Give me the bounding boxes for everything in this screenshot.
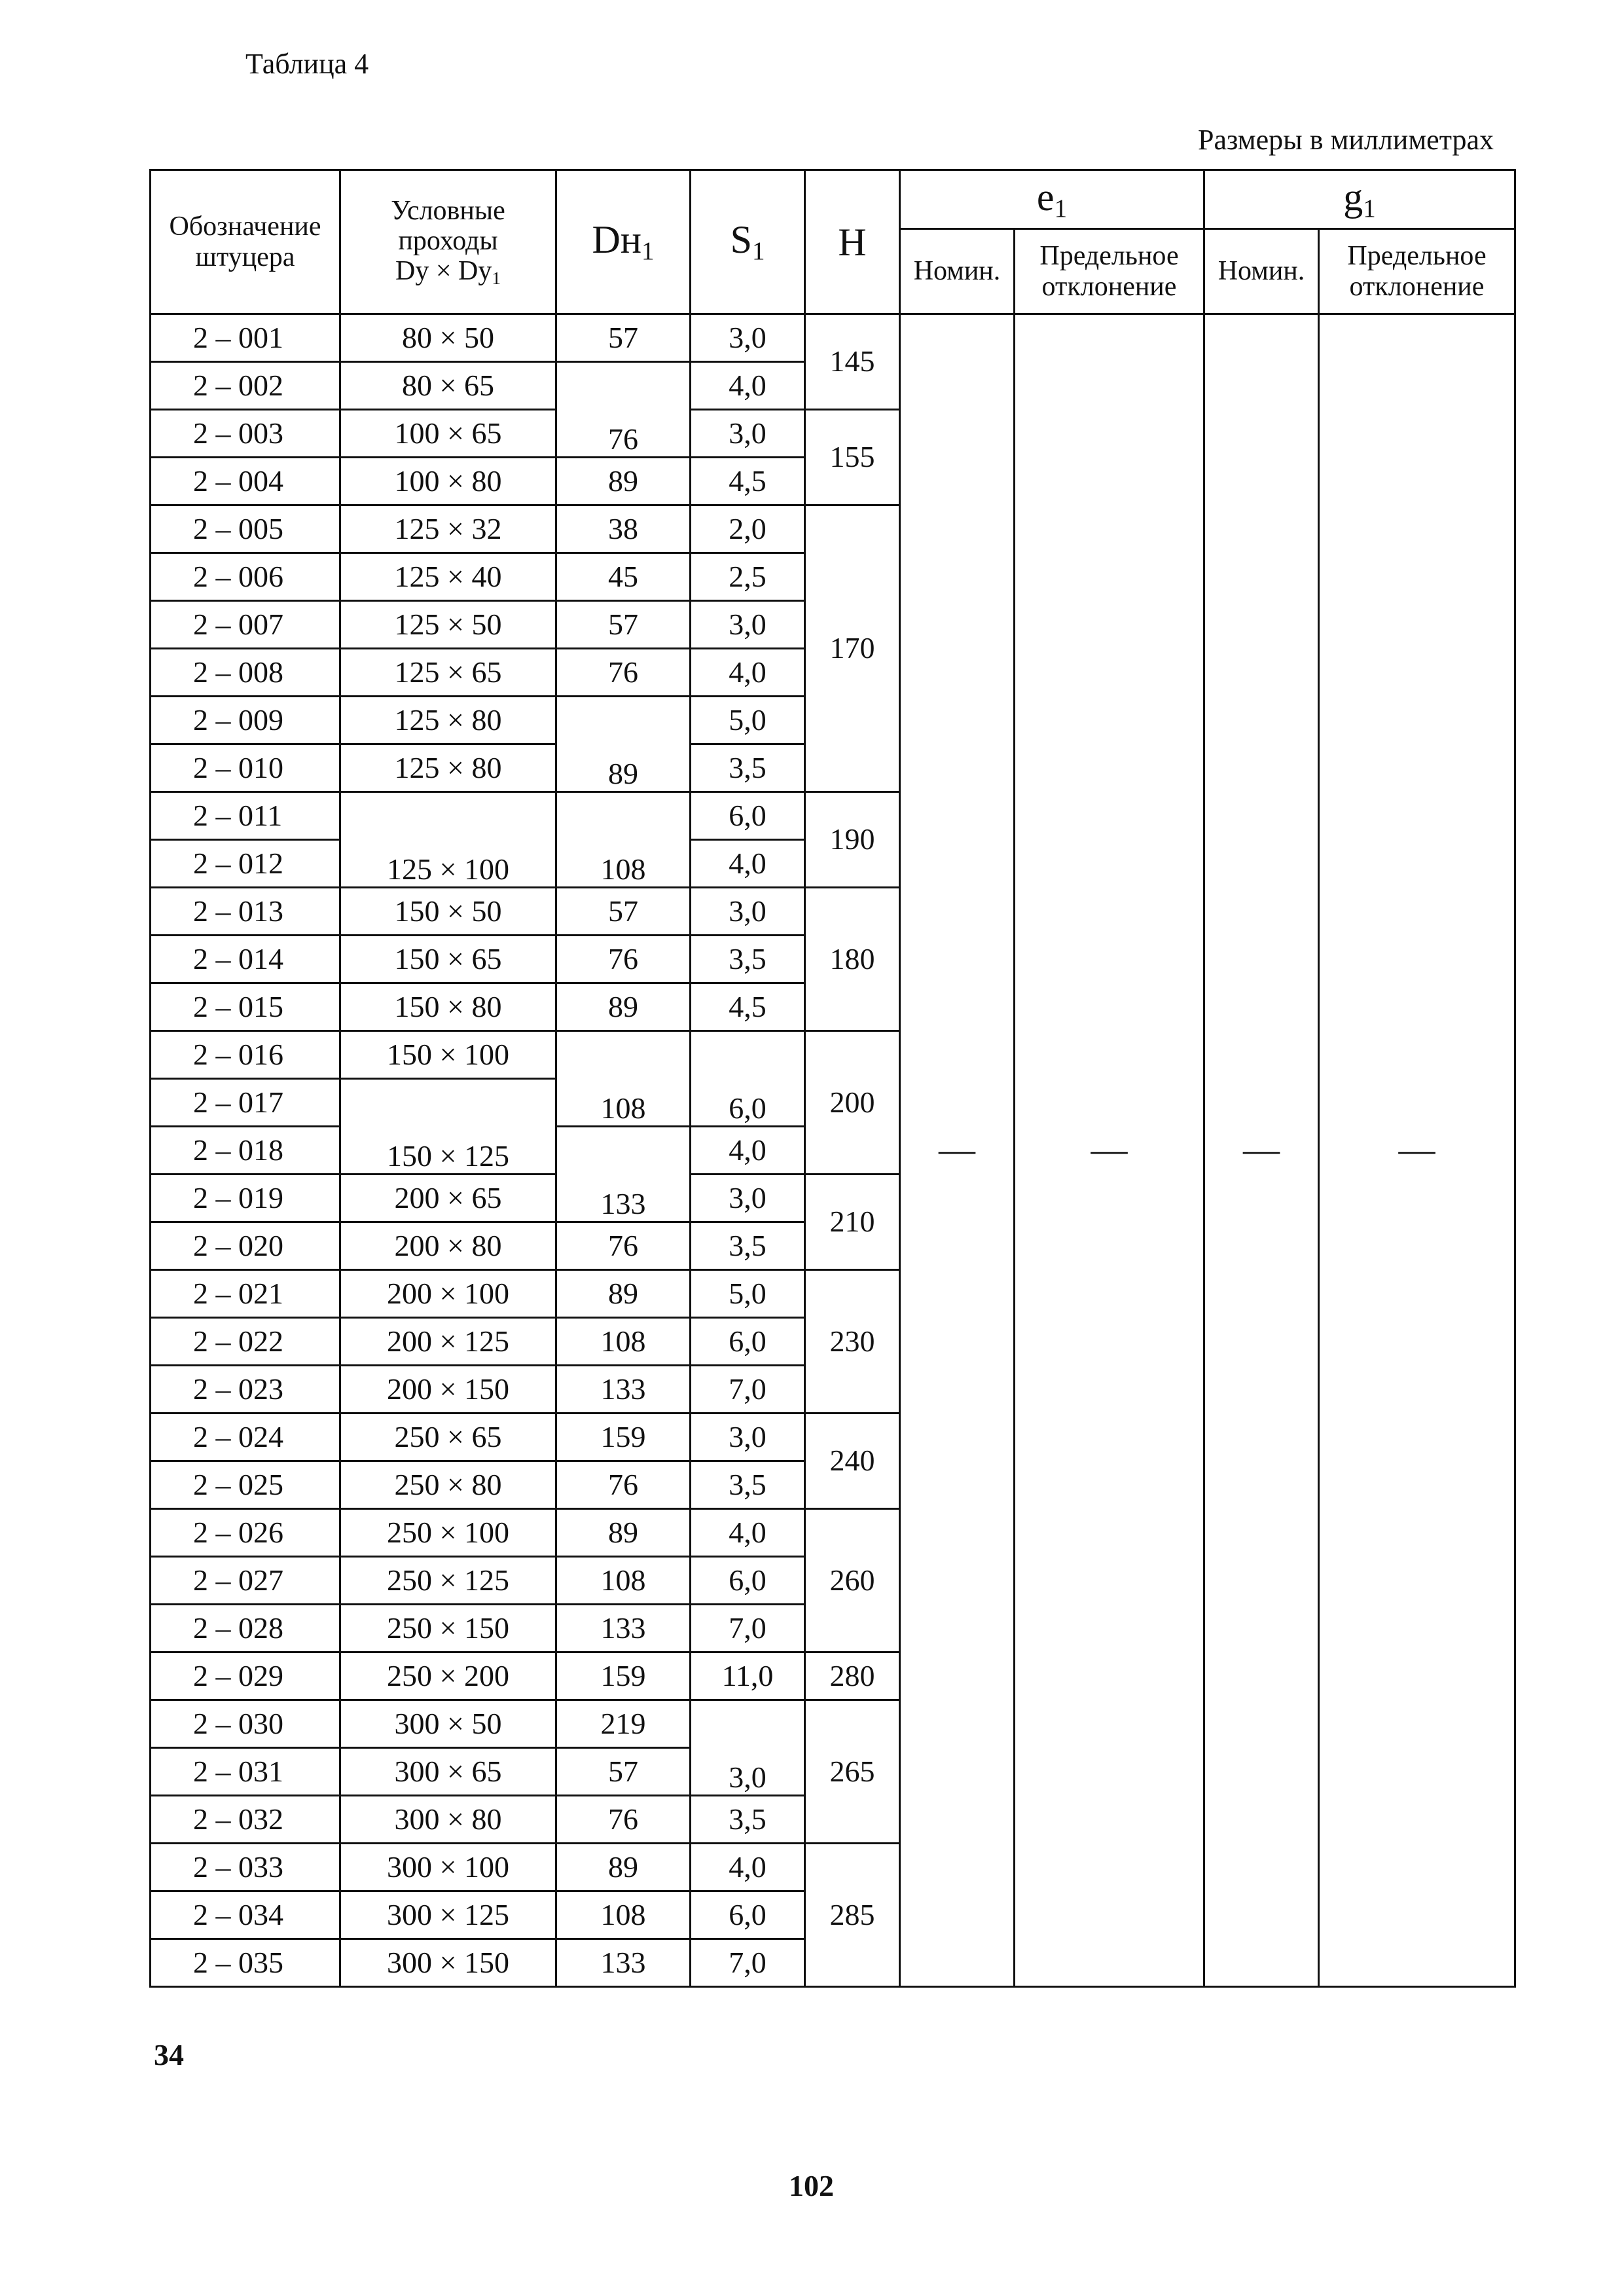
fitting-code: 2 – 014 (151, 936, 340, 983)
fitting-code: 2 – 017 (151, 1079, 340, 1127)
nominal-passages: 250 × 125 (340, 1557, 556, 1605)
wall-thickness: 3,5 (691, 1222, 805, 1270)
outer-diameter: 57 (556, 314, 691, 362)
wall-thickness: 3,0 (691, 1413, 805, 1461)
nominal-passages: 150 × 80 (340, 983, 556, 1031)
nominal-passages: 125 × 80 (340, 744, 556, 792)
fitting-code: 2 – 011 (151, 792, 340, 840)
fitting-code: 2 – 019 (151, 1175, 340, 1222)
wall-thickness: 3,5 (691, 744, 805, 792)
fitting-code: 2 – 002 (151, 362, 340, 410)
wall-thickness: 6,0 (691, 1031, 805, 1127)
fitting-code: 2 – 008 (151, 649, 340, 697)
fitting-code: 2 – 023 (151, 1366, 340, 1413)
outer-diameter: 108 (556, 1031, 691, 1127)
nominal-passages: 150 × 50 (340, 888, 556, 936)
outer-diameter: 76 (556, 1222, 691, 1270)
wall-thickness: 2,0 (691, 505, 805, 553)
outer-diameter: 133 (556, 1127, 691, 1222)
nominal-passages: 125 × 80 (340, 697, 556, 744)
outer-diameter: 76 (556, 1461, 691, 1509)
wall-thickness: 4,0 (691, 1509, 805, 1557)
header-designation: Обозначение штуцера (151, 170, 340, 314)
wall-thickness: 3,5 (691, 1461, 805, 1509)
header-e-deviation: Предельное отклонение (1015, 229, 1204, 314)
fitting-code: 2 – 001 (151, 314, 340, 362)
nominal-passages: 150 × 65 (340, 936, 556, 983)
height: 285 (805, 1844, 900, 1987)
nominal-passages: 300 × 65 (340, 1748, 556, 1796)
height: 260 (805, 1509, 900, 1652)
outer-diameter: 108 (556, 792, 691, 888)
outer-diameter: 108 (556, 1891, 691, 1939)
outer-diameter: 159 (556, 1413, 691, 1461)
fitting-code: 2 – 022 (151, 1318, 340, 1366)
nominal-passages: 150 × 100 (340, 1031, 556, 1079)
outer-diameter: 133 (556, 1605, 691, 1652)
wall-thickness: 6,0 (691, 1557, 805, 1605)
page-number: 102 (789, 2169, 834, 2202)
outer-diameter: 89 (556, 697, 691, 792)
outer-diameter: 219 (556, 1700, 691, 1748)
wall-thickness: 4,0 (691, 649, 805, 697)
nominal-passages: 125 × 40 (340, 553, 556, 601)
fitting-code: 2 – 010 (151, 744, 340, 792)
wall-thickness: 6,0 (691, 1318, 805, 1366)
fitting-code: 2 – 018 (151, 1127, 340, 1175)
height: 170 (805, 505, 900, 792)
nominal-passages: 250 × 80 (340, 1461, 556, 1509)
wall-thickness: 3,5 (691, 936, 805, 983)
fitting-code: 2 – 003 (151, 410, 340, 458)
nominal-passages: 200 × 80 (340, 1222, 556, 1270)
header-g: $g_1$ (1204, 170, 1515, 229)
fitting-code: 2 – 034 (151, 1891, 340, 1939)
nominal-passages: 100 × 80 (340, 458, 556, 505)
header-s: $S_1$ (691, 170, 805, 314)
outer-diameter: 159 (556, 1652, 691, 1700)
outer-diameter: 108 (556, 1318, 691, 1366)
wall-thickness: 3,0 (691, 601, 805, 649)
height: 210 (805, 1175, 900, 1270)
nominal-passages: 300 × 125 (340, 1891, 556, 1939)
nominal-passages: 200 × 100 (340, 1270, 556, 1318)
fitting-code: 2 – 005 (151, 505, 340, 553)
wall-thickness: 5,0 (691, 1270, 805, 1318)
wall-thickness: 2,5 (691, 553, 805, 601)
fitting-code: 2 – 025 (151, 1461, 340, 1509)
wall-thickness: 3,0 (691, 1700, 805, 1796)
fitting-code: 2 – 028 (151, 1605, 340, 1652)
nominal-passages: 125 × 65 (340, 649, 556, 697)
header-e: $e_1$ (900, 170, 1204, 229)
outer-diameter: 57 (556, 601, 691, 649)
header-dh: $Dн_1$ (556, 170, 691, 314)
fitting-code: 2 – 004 (151, 458, 340, 505)
nominal-passages: 250 × 100 (340, 1509, 556, 1557)
fitting-code: 2 – 021 (151, 1270, 340, 1318)
nominal-passages: 150 × 125 (340, 1079, 556, 1175)
wall-thickness: 6,0 (691, 1891, 805, 1939)
nominal-passages: 300 × 50 (340, 1700, 556, 1748)
header-g-nominal: Номин. (1204, 229, 1319, 314)
wall-thickness: 4,5 (691, 983, 805, 1031)
table-caption: Таблица 4 (245, 48, 369, 80)
outer-diameter: 76 (556, 362, 691, 458)
fitting-code: 2 – 006 (151, 553, 340, 601)
e-nominal-dash: — (900, 314, 1015, 1987)
outer-diameter: 133 (556, 1366, 691, 1413)
height: 180 (805, 888, 900, 1031)
height: 240 (805, 1413, 900, 1509)
height: 230 (805, 1270, 900, 1413)
g-deviation-dash: — (1319, 314, 1515, 1987)
nominal-passages: 300 × 150 (340, 1939, 556, 1987)
fitting-code: 2 – 033 (151, 1844, 340, 1891)
fitting-code: 2 – 020 (151, 1222, 340, 1270)
wall-thickness: 4,0 (691, 1844, 805, 1891)
nominal-passages: 125 × 32 (340, 505, 556, 553)
wall-thickness: 5,0 (691, 697, 805, 744)
units-note: Размеры в миллиметрах (1198, 124, 1494, 156)
fitting-code: 2 – 016 (151, 1031, 340, 1079)
outer-diameter: 45 (556, 553, 691, 601)
outer-diameter: 76 (556, 649, 691, 697)
height: 190 (805, 792, 900, 888)
header-e-nominal: Номин. (900, 229, 1015, 314)
table-row (151, 314, 1515, 362)
fitting-code: 2 – 013 (151, 888, 340, 936)
nominal-passages: 250 × 200 (340, 1652, 556, 1700)
wall-thickness: 4,0 (691, 362, 805, 410)
fitting-code: 2 – 026 (151, 1509, 340, 1557)
outer-diameter: 89 (556, 1844, 691, 1891)
fitting-code: 2 – 031 (151, 1748, 340, 1796)
nominal-passages: 100 × 65 (340, 410, 556, 458)
nominal-passages: 80 × 50 (340, 314, 556, 362)
height: 145 (805, 314, 900, 410)
outer-diameter: 108 (556, 1557, 691, 1605)
header-passages: Условные проходы $Dy \times Dy_1$ (340, 170, 556, 314)
wall-thickness: 7,0 (691, 1605, 805, 1652)
side-page-number: 34 (154, 2038, 184, 2071)
height: 200 (805, 1031, 900, 1175)
g-nominal-dash: — (1204, 314, 1319, 1987)
wall-thickness: 3,0 (691, 888, 805, 936)
nominal-passages: 200 × 125 (340, 1318, 556, 1366)
wall-thickness: 3,5 (691, 1796, 805, 1844)
fitting-code: 2 – 032 (151, 1796, 340, 1844)
outer-diameter: 133 (556, 1939, 691, 1987)
fitting-code: 2 – 012 (151, 840, 340, 888)
fittings-table-container (149, 169, 1516, 1988)
wall-thickness: 3,0 (691, 314, 805, 362)
wall-thickness: 7,0 (691, 1366, 805, 1413)
wall-thickness: 6,0 (691, 792, 805, 840)
header-h: H (805, 170, 900, 314)
nominal-passages: 250 × 150 (340, 1605, 556, 1652)
fitting-code: 2 – 015 (151, 983, 340, 1031)
outer-diameter: 89 (556, 1509, 691, 1557)
outer-diameter: 76 (556, 1796, 691, 1844)
wall-thickness: 4,0 (691, 840, 805, 888)
wall-thickness: 4,5 (691, 458, 805, 505)
fitting-code: 2 – 035 (151, 1939, 340, 1987)
fitting-code: 2 – 029 (151, 1652, 340, 1700)
fitting-code: 2 – 027 (151, 1557, 340, 1605)
nominal-passages: 200 × 150 (340, 1366, 556, 1413)
nominal-passages: 80 × 65 (340, 362, 556, 410)
outer-diameter: 57 (556, 1748, 691, 1796)
fittings-table (149, 169, 1516, 1988)
fitting-code: 2 – 009 (151, 697, 340, 744)
nominal-passages: 200 × 65 (340, 1175, 556, 1222)
wall-thickness: 3,0 (691, 410, 805, 458)
height: 155 (805, 410, 900, 505)
outer-diameter: 89 (556, 458, 691, 505)
nominal-passages: 300 × 80 (340, 1796, 556, 1844)
fitting-code: 2 – 030 (151, 1700, 340, 1748)
height: 280 (805, 1652, 900, 1700)
wall-thickness: 7,0 (691, 1939, 805, 1987)
height: 265 (805, 1700, 900, 1844)
fitting-code: 2 – 007 (151, 601, 340, 649)
outer-diameter: 89 (556, 1270, 691, 1318)
outer-diameter: 76 (556, 936, 691, 983)
table-body (151, 314, 1515, 1987)
nominal-passages: 125 × 50 (340, 601, 556, 649)
wall-thickness: 4,0 (691, 1127, 805, 1175)
outer-diameter: 38 (556, 505, 691, 553)
wall-thickness: 11,0 (691, 1652, 805, 1700)
nominal-passages: 300 × 100 (340, 1844, 556, 1891)
outer-diameter: 57 (556, 888, 691, 936)
wall-thickness: 3,0 (691, 1175, 805, 1222)
header-g-deviation: Предельное отклонение (1319, 229, 1515, 314)
e-deviation-dash: — (1015, 314, 1204, 1987)
nominal-passages: 125 × 100 (340, 792, 556, 888)
outer-diameter: 89 (556, 983, 691, 1031)
nominal-passages: 250 × 65 (340, 1413, 556, 1461)
fitting-code: 2 – 024 (151, 1413, 340, 1461)
